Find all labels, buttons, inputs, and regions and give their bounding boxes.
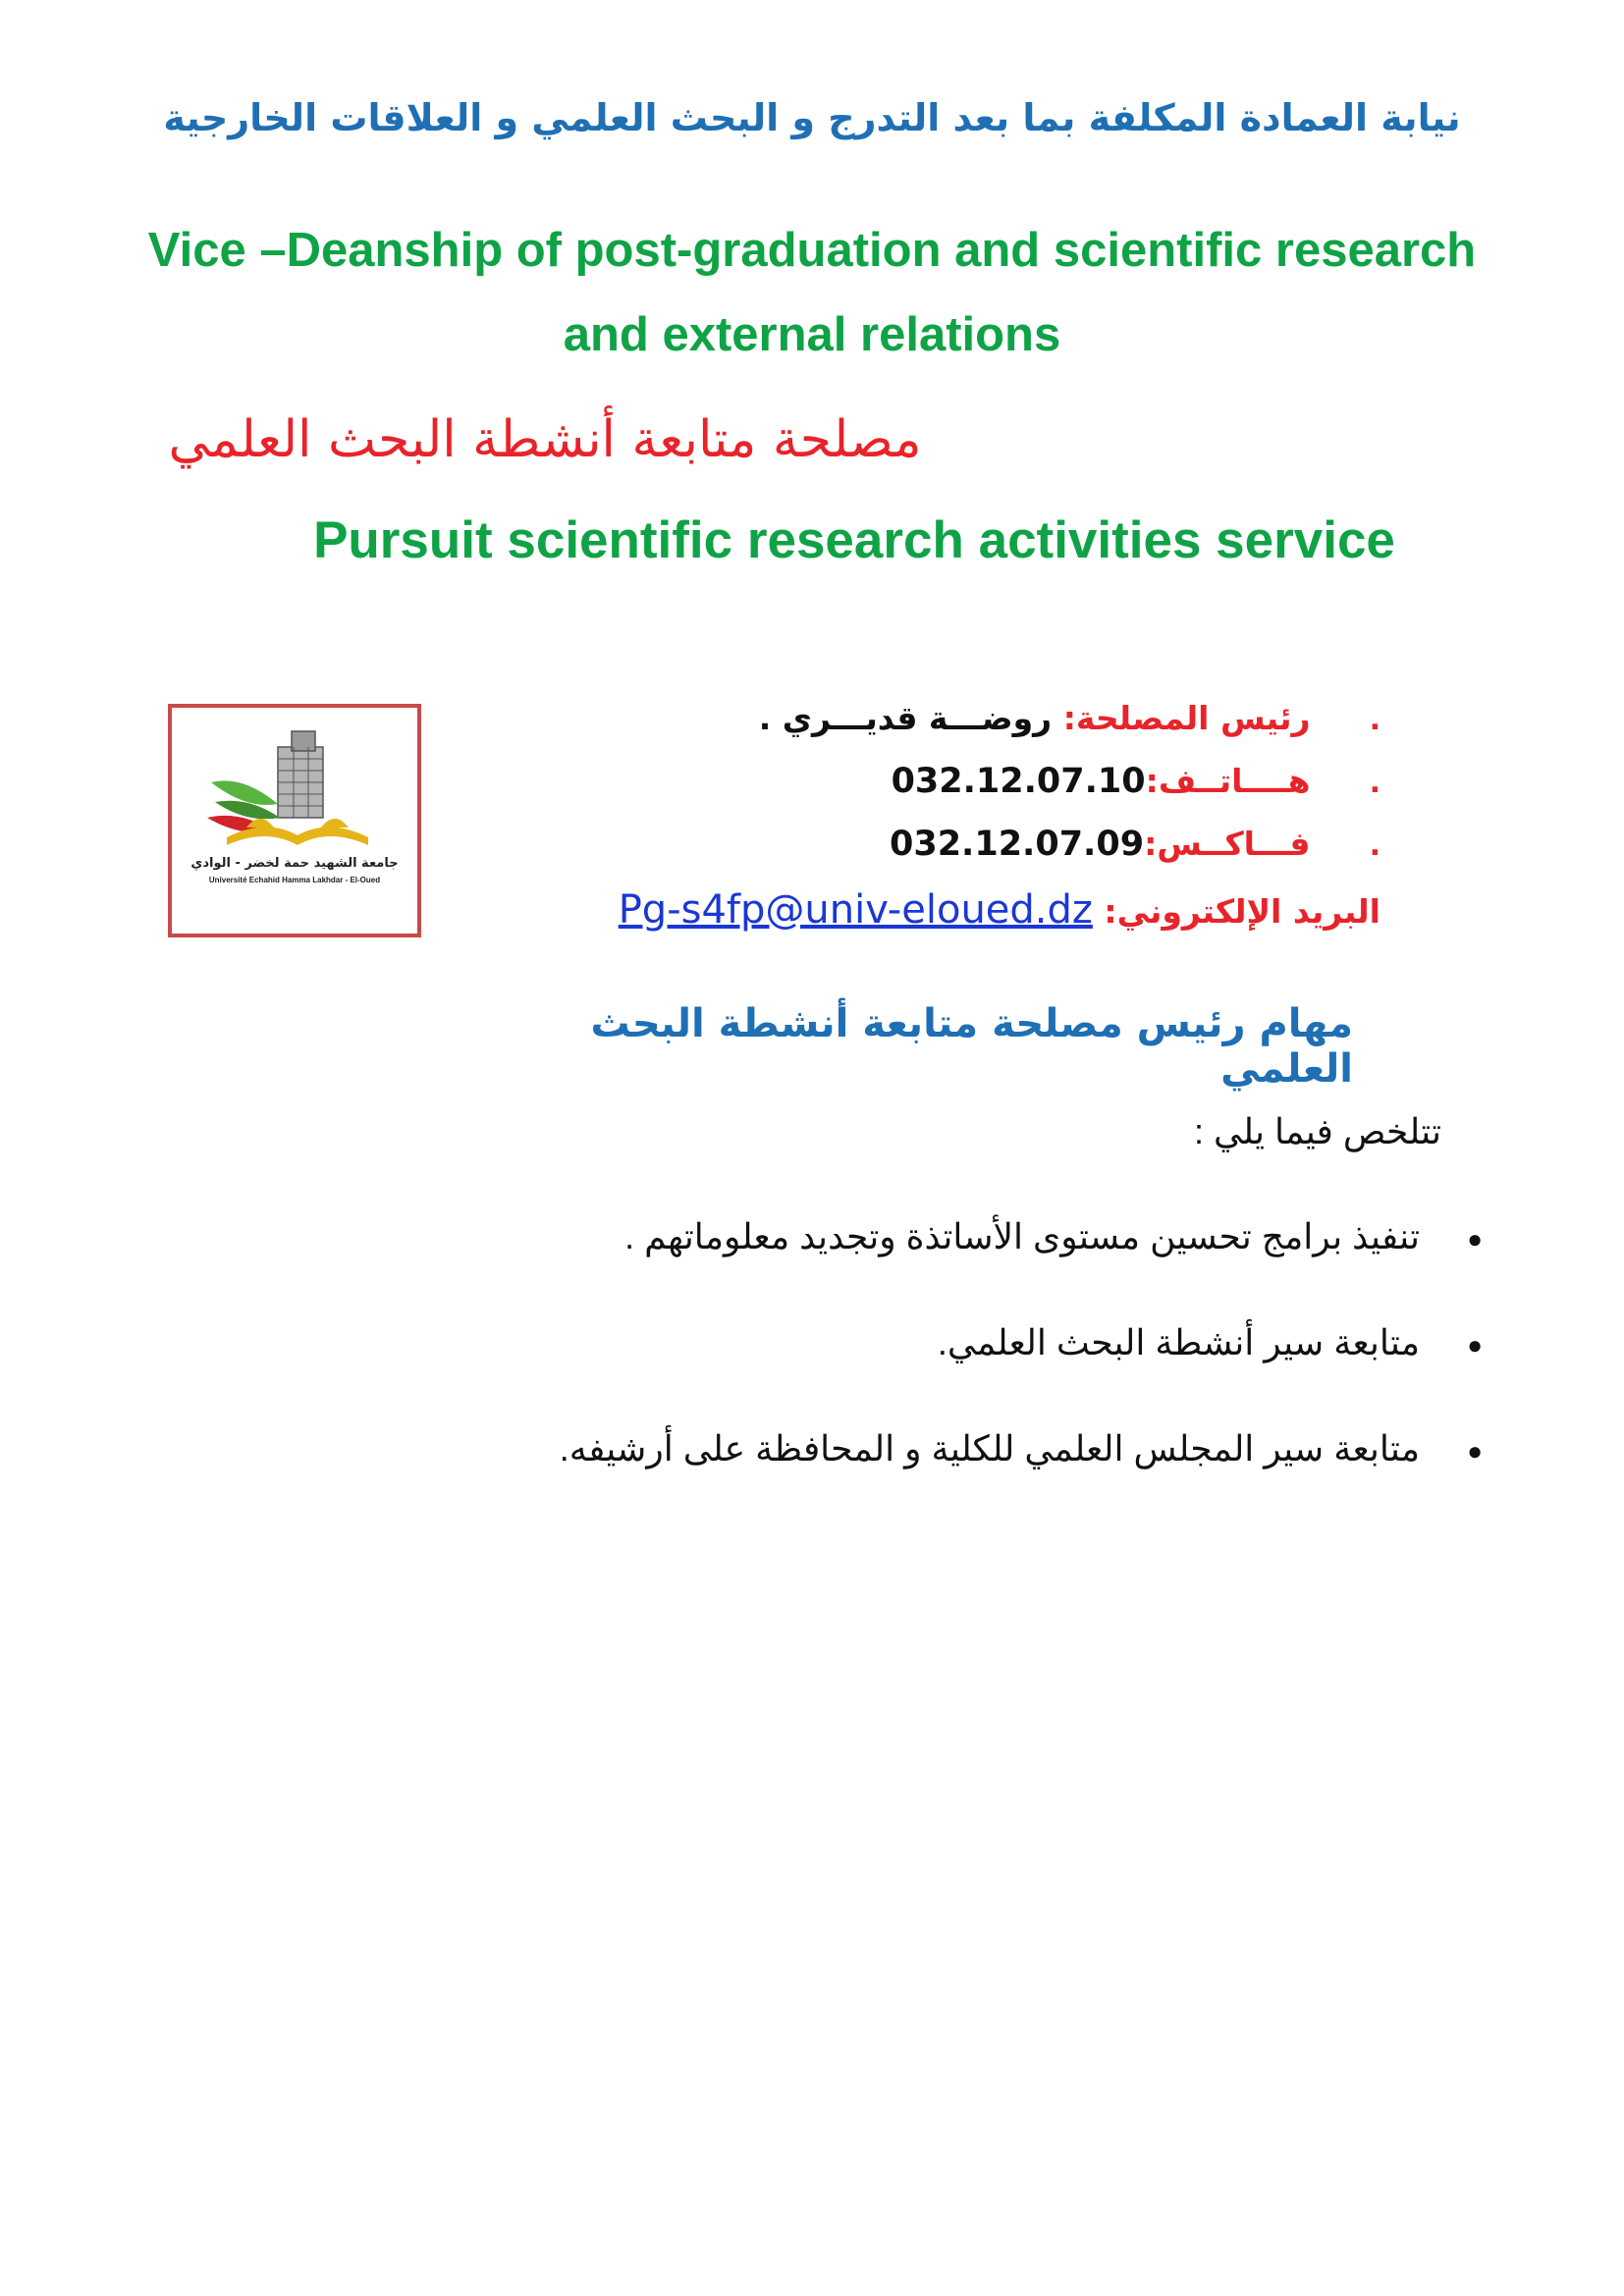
- contact-phone-value: 032.12.07.10: [891, 762, 1146, 801]
- university-logo-icon: [172, 708, 417, 934]
- contact-list: [550, 687, 1380, 944]
- contact-fax-label: فـــاكــس:: [1144, 825, 1311, 863]
- list-item: [393, 1311, 1483, 1417]
- contact-head: [550, 687, 1380, 750]
- list-item: [393, 1205, 1483, 1311]
- tasks-intro: تتلخص فيما يلي :: [1194, 1111, 1441, 1151]
- bullet-icon: ●: [1467, 1224, 1483, 1255]
- task-item-text: متابعة سير أنشطة البحث العلمي.: [937, 1322, 1420, 1362]
- email-link[interactable]: Pg-s4fp@univ-eloued.dz: [618, 887, 1093, 933]
- logo-latin-text: Université Echahid Hamma Lakhdar - El-Oued: [208, 876, 381, 884]
- task-list: [393, 1205, 1483, 1523]
- contact-email: [550, 876, 1380, 944]
- task-item-text: تنفيذ برامج تحسين مستوى الأساتذة وتجديد معلوماتهم .: [624, 1216, 1420, 1256]
- task-item-text: متابعة سير المجلس العلمي للكلية و المحافظة على أرشيفه.: [559, 1428, 1420, 1468]
- service-title-english: Pursuit scientific research activities service: [313, 511, 1395, 569]
- tasks-heading: مهام رئيس مصلحة متابعة أنشطة البحث العلمي: [590, 1001, 1353, 1092]
- contact-head-label: رئيس المصلحة:: [1062, 699, 1311, 737]
- contact-head-value: روضـــة قديـــري .: [758, 699, 1063, 737]
- contact-email-label: البريد الإلكتروني:: [1104, 892, 1380, 931]
- english-header-line2: and external relations: [563, 308, 1061, 361]
- contact-phone: [550, 750, 1380, 813]
- bullet-dot-icon: .: [1369, 703, 1380, 737]
- contact-fax: [550, 813, 1380, 876]
- arabic-header: نيابة العمادة المكلفة بما بعد التدرج و البحث العلمي و العلاقات الخارجية: [163, 96, 1461, 139]
- bullet-icon: ●: [1467, 1330, 1483, 1361]
- english-header-line1: Vice –Deanship of post-graduation and scientific research: [147, 224, 1477, 277]
- bullet-dot-icon: .: [1369, 766, 1380, 800]
- logo-arabic-text: جامعة الشهيد حمة لخضر - الوادي: [190, 856, 399, 871]
- contact-phone-label: هــــاتــف:: [1145, 762, 1311, 800]
- bullet-icon: ●: [1467, 1436, 1483, 1467]
- service-title-arabic: مصلحة متابعة أنشطة البحث العلمي: [168, 410, 922, 469]
- list-item: [393, 1417, 1483, 1523]
- university-logo: [168, 704, 421, 937]
- bullet-dot-icon: .: [1369, 828, 1380, 863]
- contact-fax-value: 032.12.07.09: [889, 825, 1145, 864]
- english-header: [0, 208, 1624, 377]
